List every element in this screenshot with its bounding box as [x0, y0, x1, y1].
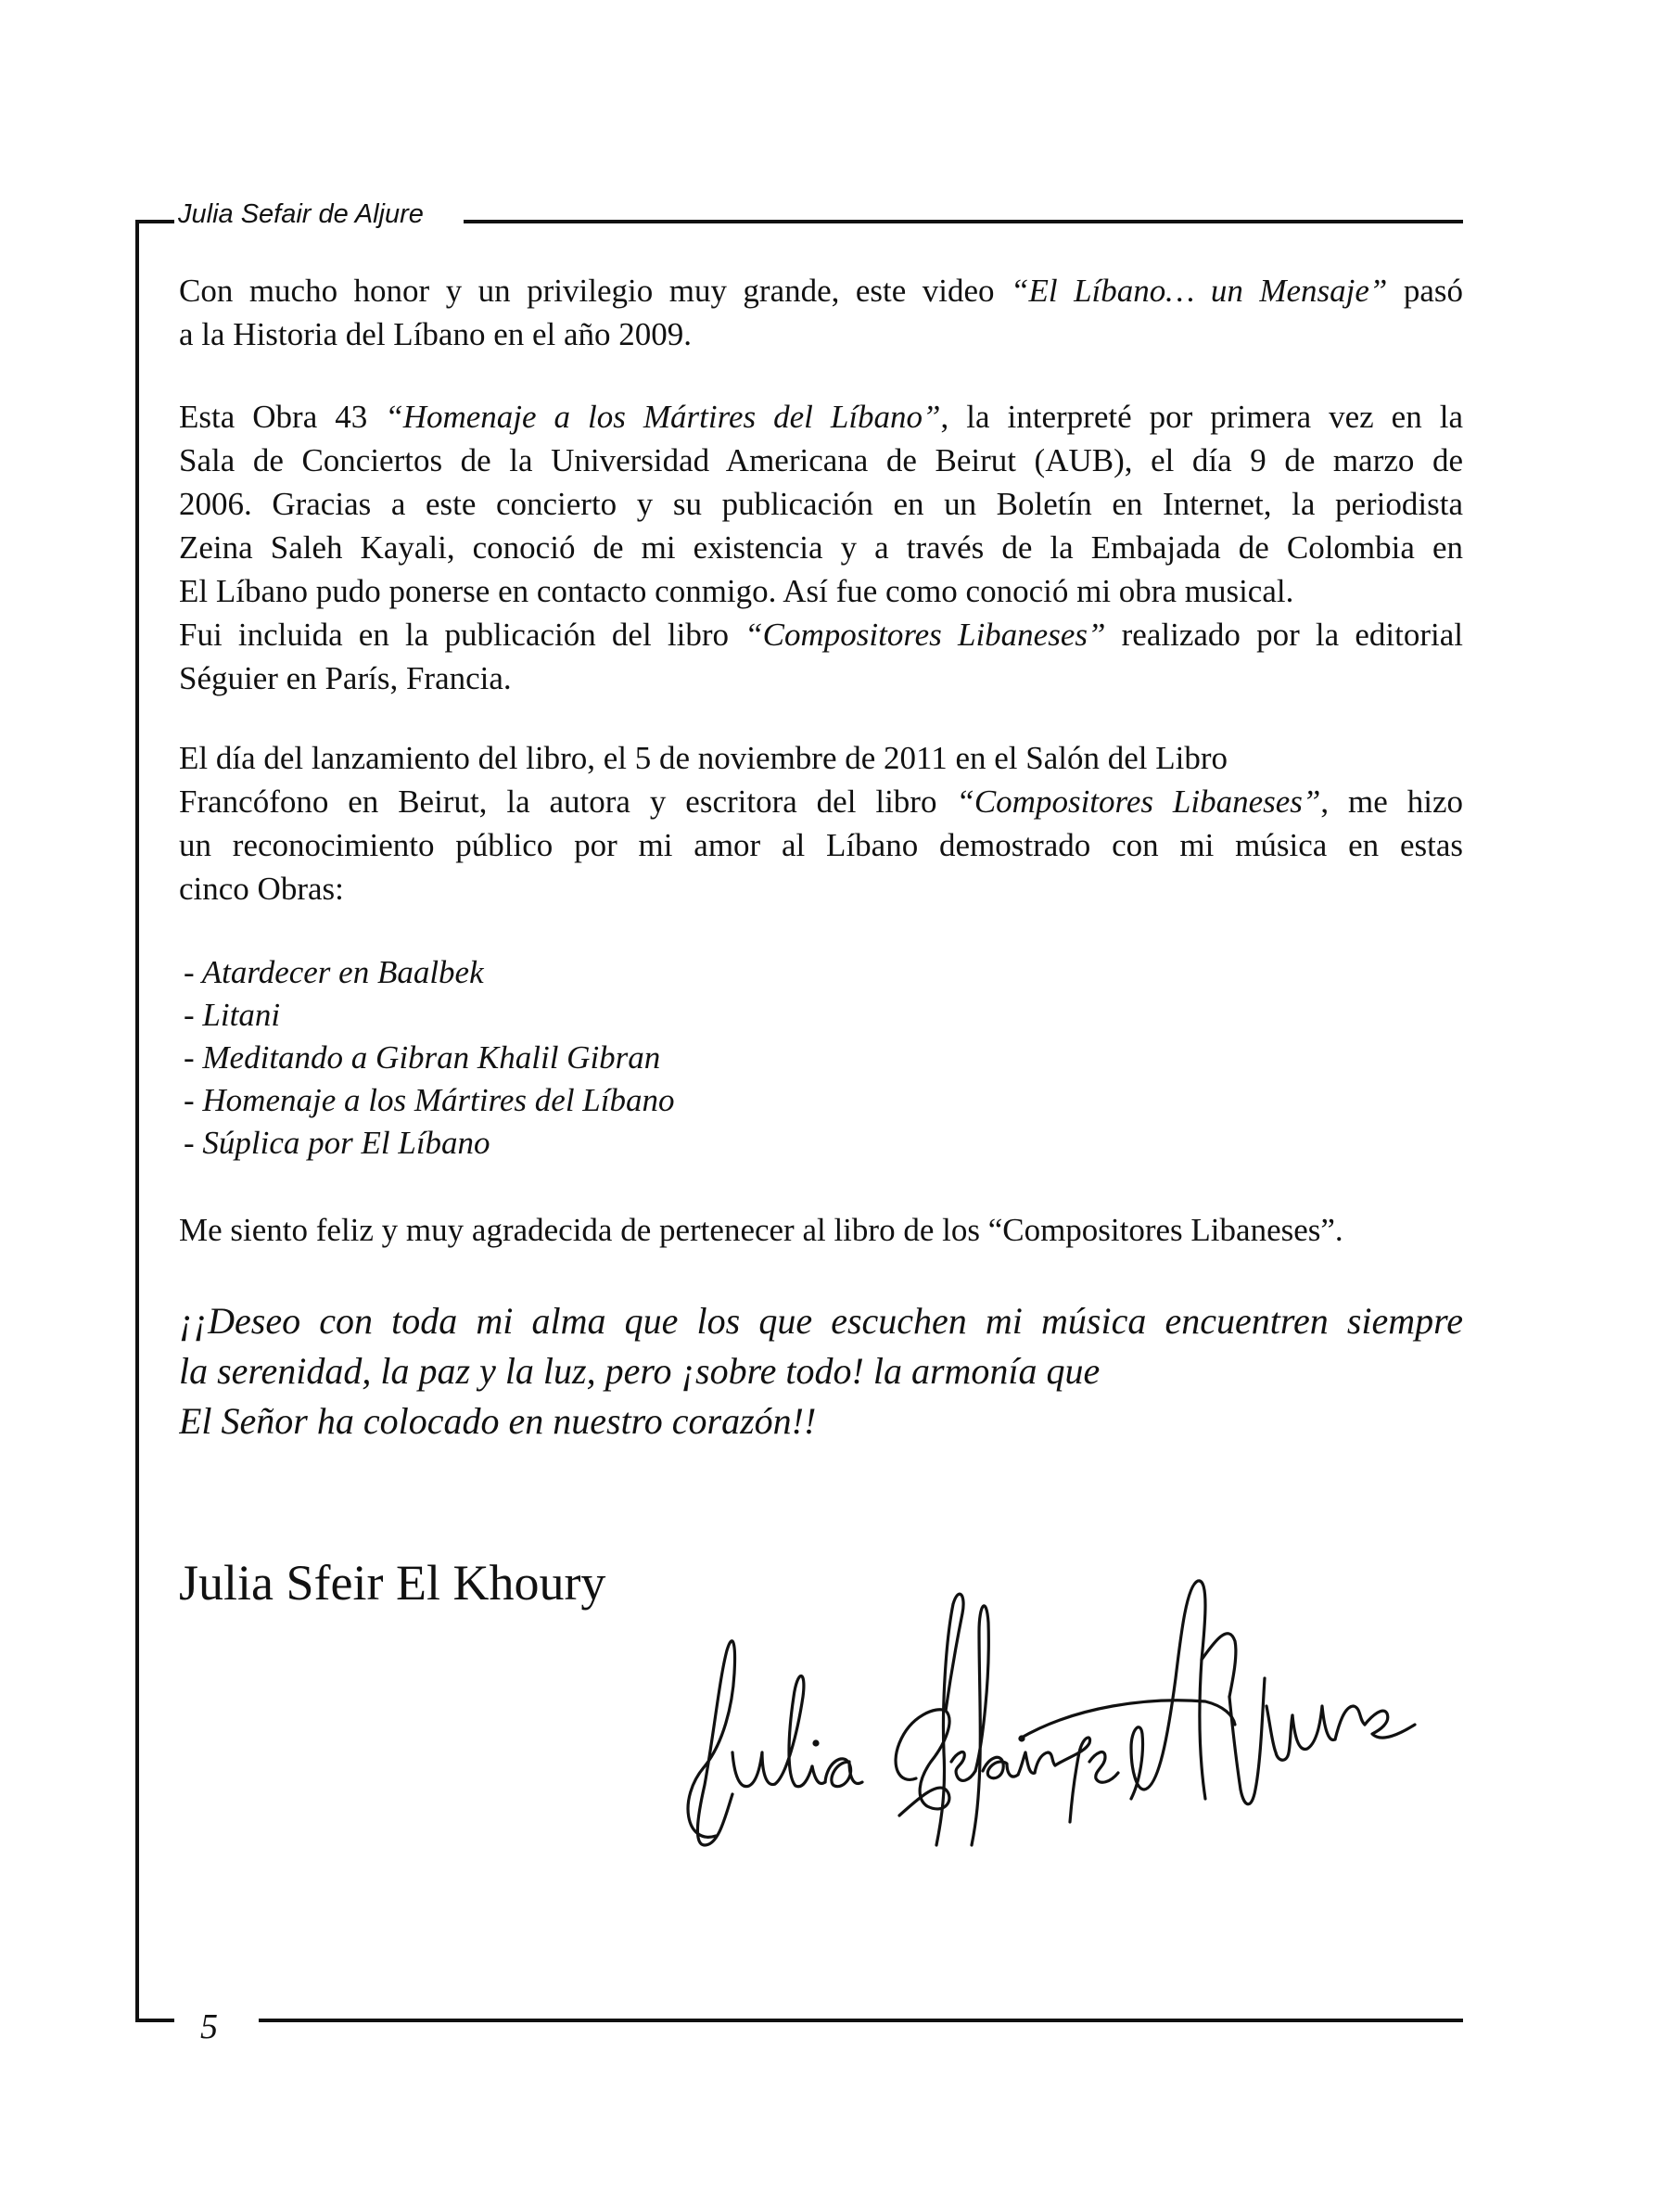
list-item: - Súplica por El Líbano	[184, 1125, 490, 1161]
quote-line: El Señor ha colocado en nuestro corazón!!	[179, 1400, 817, 1442]
quote-line: ¡¡Deseo con toda mi alma que los que escuchen mi música encuentren siempre	[179, 1300, 1463, 1342]
text-line: Fui incluida en la publicación del libro “Compositores Libaneses” realizado por la editorial	[179, 617, 1463, 653]
list-item: - Atardecer en Baalbek	[184, 954, 484, 990]
text-line: 2006. Gracias a este concierto y su publicación en un Boletín en Internet, la periodista	[179, 486, 1463, 522]
paragraph-video	[179, 269, 1463, 356]
header-rule	[464, 220, 1463, 223]
text-line: Francófono en Beirut, la autora y escritora del libro “Compositores Libaneses”, me hizo	[179, 783, 1463, 820]
text-line: Zeina Saleh Kayali, conoció de mi existencia y a través de la Embajada de Colombia en	[179, 529, 1463, 566]
handwritten-signature	[668, 1567, 1437, 1854]
frame-left-rule	[135, 220, 139, 2022]
text-line: un reconocimiento público por mi amor al Líbano demostrado con mi música en estas	[179, 827, 1463, 863]
list-item: - Litani	[184, 997, 281, 1033]
page-number: 5	[200, 2007, 218, 2046]
frame-bottom-stub	[135, 2019, 174, 2022]
running-header-title: Julia Sefair de Aljure	[178, 199, 424, 229]
text-line: Esta Obra 43 “Homenaje a los Mártires del Líbano”, la interpreté por primera vez en la	[179, 399, 1463, 435]
text-line: Sala de Conciertos de la Universidad Americana de Beirut (AUB), el día 9 de marzo de	[179, 442, 1463, 478]
list-item: - Meditando a Gibran Khalil Gibran	[184, 1039, 661, 1076]
text-line: a la Historia del Líbano en el año 2009.	[179, 316, 693, 352]
paragraph-obra-43	[179, 395, 1463, 700]
closing-sentence: Me siento feliz y muy agradecida de pertenecer al libro de los “Compositores Libaneses”.	[179, 1212, 1343, 1248]
text-line: El Líbano pudo ponerse en contacto conmigo. Así fue como conoció mi obra musical.	[179, 573, 1294, 609]
text-line: Con mucho honor y un privilegio muy grande, este video “El Líbano… un Mensaje” pasó	[179, 273, 1463, 309]
text-line: Séguier en París, Francia.	[179, 660, 512, 696]
wish-quote	[179, 1296, 1463, 1446]
text-line: El día del lanzamiento del libro, el 5 de noviembre de 2011 en el Salón del Libro	[179, 740, 1228, 776]
text-line: cinco Obras:	[179, 871, 344, 907]
list-item: - Homenaje a los Mártires del Líbano	[184, 1082, 675, 1118]
quote-line: la serenidad, la paz y la luz, pero ¡sobre todo! la armonía que	[179, 1350, 1101, 1392]
footer-rule	[259, 2019, 1463, 2022]
frame-top-stub	[135, 220, 174, 223]
paragraph-book-launch	[179, 736, 1463, 911]
author-name: Julia Sfeir El Khoury	[179, 1555, 606, 1611]
works-list	[184, 951, 675, 1165]
